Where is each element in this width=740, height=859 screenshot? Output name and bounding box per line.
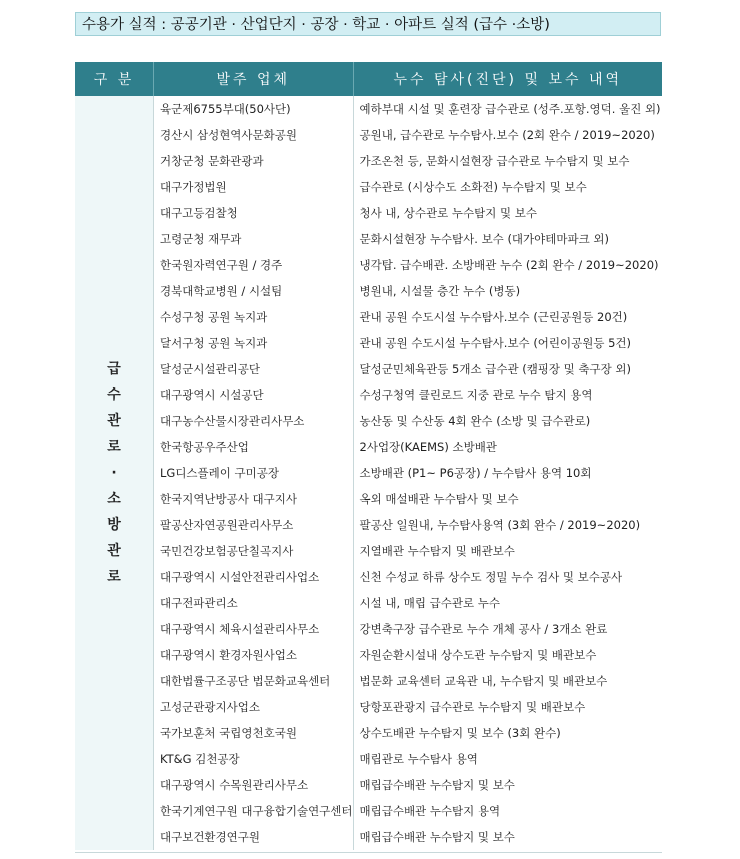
detail-cell: 가조온천 등, 문화시설현장 급수관로 누수탐지 및 보수 xyxy=(359,154,630,168)
client-cell: KT&G 김천공장 xyxy=(154,746,354,772)
detail-cell: 시설 내, 매립 급수관로 누수 xyxy=(359,596,500,610)
detail-cell: 당항포관광지 급수관로 누수탐지 및 배관보수 xyxy=(359,700,586,714)
table-row xyxy=(75,642,662,668)
table-bottom-border xyxy=(75,852,662,853)
detail-cell: 농산동 및 수산동 4회 완수 (소방 및 급수관로) xyxy=(359,414,591,428)
table-row xyxy=(75,486,662,512)
detail-cell: 냉각탑. 급수배관. 소방배관 누수 (2회 완수 / 2019~2020) xyxy=(359,258,659,272)
client-cell: 국가보훈처 국립영천호국원 xyxy=(154,720,354,746)
page-title: 수용가 실적 : 공공기관 · 산업단지 · 공장 · 학교 · 아파트 실적 (급수 ·소방) xyxy=(75,12,661,36)
detail-cell: 예하부대 시설 및 훈련장 급수관로 (성주.포항.영덕. 울진 외) xyxy=(359,102,661,116)
table-row xyxy=(75,356,662,382)
client-cell: 대구광역시 수목원관리사무소 xyxy=(154,772,354,798)
table-header-row xyxy=(75,62,662,96)
category-label: 급수관로·소방관로 xyxy=(107,361,121,585)
client-cell: 한국항공우주산업 xyxy=(154,434,354,460)
detail-cell: 매립관로 누수탐사 용역 xyxy=(359,752,478,766)
table-row xyxy=(75,148,662,174)
client-cell: 대구광역시 환경자원사업소 xyxy=(154,642,354,668)
detail-cell: 법문화 교육센터 교육관 내, 누수탐지 및 배관보수 xyxy=(359,674,608,688)
table-body xyxy=(75,96,662,850)
header-category: 구 분 xyxy=(75,62,154,96)
table-row xyxy=(75,330,662,356)
table-row xyxy=(75,772,662,798)
detail-cell: 공원내, 급수관로 누수탐사.보수 (2회 완수 / 2019~2020) xyxy=(359,128,655,142)
client-cell: LG디스플레이 구미공장 xyxy=(154,460,354,486)
client-cell: 한국원자력연구원 / 경주 xyxy=(154,252,354,278)
table-row xyxy=(75,720,662,746)
table-row xyxy=(75,252,662,278)
performance-table xyxy=(75,62,662,850)
table-row xyxy=(75,616,662,642)
client-cell: 대구광역시 체육시설관리사무소 xyxy=(154,616,354,642)
client-cell: 대구광역시 시설안전관리사업소 xyxy=(154,564,354,590)
client-cell: 대구전파관리소 xyxy=(154,590,354,616)
detail-cell: 문화시설현장 누수탐사. 보수 (대가야테마파크 외) xyxy=(359,232,609,246)
detail-cell: 상수도배관 누수탐지 및 보수 (3회 완수) xyxy=(359,726,561,740)
table-row xyxy=(75,824,662,850)
table-row xyxy=(75,278,662,304)
table-row xyxy=(75,122,662,148)
client-cell: 육군제6755부대(50사단) xyxy=(154,96,354,122)
header-detail: 누수 탐사(진단) 및 보수 내역 xyxy=(353,62,662,96)
table-row xyxy=(75,798,662,824)
table-row xyxy=(75,408,662,434)
table-row xyxy=(75,668,662,694)
client-cell: 대구농수산물시장관리사무소 xyxy=(154,408,354,434)
client-cell: 고령군청 재무과 xyxy=(154,226,354,252)
header-client: 발주 업체 xyxy=(154,62,354,96)
detail-cell: 달성군민체육관등 5개소 급수관 (캠핑장 및 축구장 외) xyxy=(359,362,632,376)
detail-cell: 팔공산 일원내, 누수탐사용역 (3회 완수 / 2019~2020) xyxy=(359,518,641,532)
detail-cell: 매립급수배관 누수탐지 용역 xyxy=(359,804,501,818)
client-cell: 대구광역시 시설공단 xyxy=(154,382,354,408)
detail-cell: 신천 수성교 하류 상수도 정밀 누수 검사 및 보수공사 xyxy=(359,570,623,584)
client-cell: 대구가정법원 xyxy=(154,174,354,200)
category-cell xyxy=(75,96,154,850)
client-cell: 거창군청 문화관광과 xyxy=(154,148,354,174)
detail-cell: 2사업장(KAEMS) 소방배관 xyxy=(359,440,497,454)
table-row xyxy=(75,746,662,772)
detail-cell: 옥외 매설배관 누수탐사 및 보수 xyxy=(359,492,519,506)
client-cell: 팔공산자연공원관리사무소 xyxy=(154,512,354,538)
detail-cell: 소방배관 (P1~ P6공장) / 누수탐사 용역 10회 xyxy=(359,466,592,480)
client-cell: 수성구청 공원 녹지과 xyxy=(154,304,354,330)
client-cell: 대구고등검찰청 xyxy=(154,200,354,226)
table-row xyxy=(75,538,662,564)
client-cell: 국민건강보험공단칠곡지사 xyxy=(154,538,354,564)
client-cell: 한국지역난방공사 대구지사 xyxy=(154,486,354,512)
table-row xyxy=(75,200,662,226)
table-row xyxy=(75,434,662,460)
table-row xyxy=(75,590,662,616)
client-cell: 달성군시설관리공단 xyxy=(154,356,354,382)
detail-cell: 매립급수배관 누수탐지 및 보수 xyxy=(359,830,515,844)
table-row xyxy=(75,694,662,720)
client-cell: 경북대학교병원 / 시설팀 xyxy=(154,278,354,304)
client-cell: 달서구청 공원 녹지과 xyxy=(154,330,354,356)
client-cell: 고성군관광지사업소 xyxy=(154,694,354,720)
table-row xyxy=(75,96,662,122)
detail-cell: 관내 공원 수도시설 누수탐사.보수 (근린공원등 20건) xyxy=(359,310,628,324)
detail-cell: 급수관로 (시상수도 소화전) 누수탐지 및 보수 xyxy=(359,180,587,194)
client-cell: 대구보건환경연구원 xyxy=(154,824,354,850)
table-row xyxy=(75,174,662,200)
table-row xyxy=(75,304,662,330)
table-row xyxy=(75,460,662,486)
table-row xyxy=(75,226,662,252)
detail-cell: 병원내, 시설물 층간 누수 (병동) xyxy=(359,284,521,298)
client-cell: 한국기계연구원 대구융합기술연구센터 xyxy=(154,798,354,824)
table-row xyxy=(75,382,662,408)
table-row xyxy=(75,564,662,590)
detail-cell: 지열배관 누수탐지 및 배관보수 xyxy=(359,544,515,558)
detail-cell: 매립급수배관 누수탐지 및 보수 xyxy=(359,778,515,792)
detail-cell: 자원순환시설내 상수도관 누수탐지 및 배관보수 xyxy=(359,648,597,662)
client-cell: 대한법률구조공단 법문화교육센터 xyxy=(154,668,354,694)
client-cell: 경산시 삼성현역사문화공원 xyxy=(154,122,354,148)
detail-cell: 관내 공원 수도시설 누수탐사.보수 (어린이공원등 5건) xyxy=(359,336,632,350)
detail-cell: 청사 내, 상수관로 누수탐지 및 보수 xyxy=(359,206,537,220)
detail-cell: 수성구청역 클린로드 지중 관로 누수 탐지 용역 xyxy=(359,388,593,402)
detail-cell: 강변축구장 급수관로 누수 개체 공사 / 3개소 완료 xyxy=(359,622,608,636)
table-row xyxy=(75,512,662,538)
